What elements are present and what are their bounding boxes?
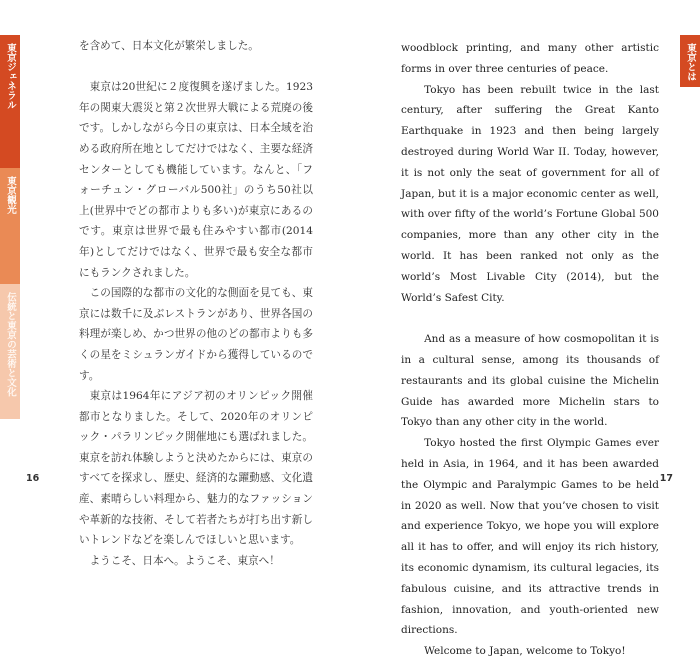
page-number-left: 16 — [26, 473, 40, 484]
left-paragraph-2: 東京は20世紀に２度復興を遂げました。1923年の関東大震災と第２次世界大戦による荒廃の後です。しかしながら今日の東京は、日本全域を治める政府所在地としてだけではなく、主要な経済センターとしても機能しています。なんと、「フォーチュン・グローバル500社」のうち50社以上(世界中でどの都市よりも多い)が東京にあるのです。東京は世界で最も住みやすい都市(2014年)としてだけではなく、世界で最も安全な都市にもランクされました。 — [79, 81, 313, 279]
tab-tokyo-general[interactable] — [0, 35, 20, 168]
tab-about-tokyo-label: 東京とは — [685, 43, 696, 81]
tab-tradition-art-culture[interactable] — [0, 284, 20, 419]
tab-about-tokyo[interactable] — [680, 35, 700, 87]
left-page-body — [79, 36, 313, 571]
page-number-right: 17 — [659, 473, 673, 484]
tab-tokyo-sightseeing[interactable] — [0, 168, 20, 284]
right-paragraph-5: Welcome to Japan, welcome to Tokyo! — [424, 645, 626, 658]
left-paragraph-1: を含めて、日本文化が繁栄しました。 — [79, 40, 259, 52]
left-paragraph-3: この国際的な都市の文化的な側面を見ても、東京には数千に及ぶレストランがあり、世界各国の料理が楽しめ、かつ世界の他のどの都市よりも多くの星をミシュランガイドから獲得しているのです。 — [79, 287, 313, 382]
left-paragraph-4: 東京は1964年にアジア初のオリンピック開催都市となりました。そして、2020年のオリンピック・パラリンピック開催地にも選ばれました。東京を訪れ体験しようと決めたからには、東京のすべてを探求し、歴史、経済的な躍動感、文化遺産、素晴らしい料理から、魅力的なファッションや革新的な技術、そして若者たちが打ち出す新しいトレンドなどを楽しんでほしいと思います。 — [79, 390, 313, 547]
right-page-body — [401, 38, 659, 662]
right-paragraph-3: And as a measure of how cosmopolitan it is in a cultural sense, among its thousands of restaurants and its global cuisine the Michelin Guide has awarded more Michelin stars to Tokyo than any other city in the world. — [401, 333, 659, 429]
right-paragraph-2: Tokyo has been rebuilt twice in the last century, after suffering the Great Kanto Earthquake in 1923 and then being largely destroyed during World War II. Today, however, it is not only the seat of government for all of Japan, but it is a major economic center as well, with over fifty of the world’s Fortune Global 500 companies, more than any other city in the world. It has been ranked not only as the world’s Most Livable City (2014), but the World’s Safest City. — [401, 83, 659, 304]
right-paragraph-1: woodblock printing, and many other artistic forms in over three centuries of peace. — [401, 42, 659, 75]
left-paragraph-5: ようこそ、日本へ。ようこそ、東京へ！ — [89, 554, 280, 567]
tab-tradition-art-culture-label: 伝統と東京の芸術と文化 — [5, 292, 16, 397]
tab-tokyo-sightseeing-label: 東京観光 — [5, 176, 16, 214]
tab-tokyo-general-label: 東京ジェネラル — [5, 43, 16, 110]
right-paragraph-4: Tokyo hosted the first Olympic Games ever held in Asia, in 1964, and it has been awarded the Olympic and Paralympic Games to be held in 2020 as well. Now that you’ve chosen to visit and experience Tokyo, we hope you will explore all it has to offer, and will enjoy its rich history, its economic dynamism, its cultural legacies, its fabulous cuisine, and its attractive trends in fashion, innovation, and youth-oriented new directions. — [401, 437, 659, 637]
